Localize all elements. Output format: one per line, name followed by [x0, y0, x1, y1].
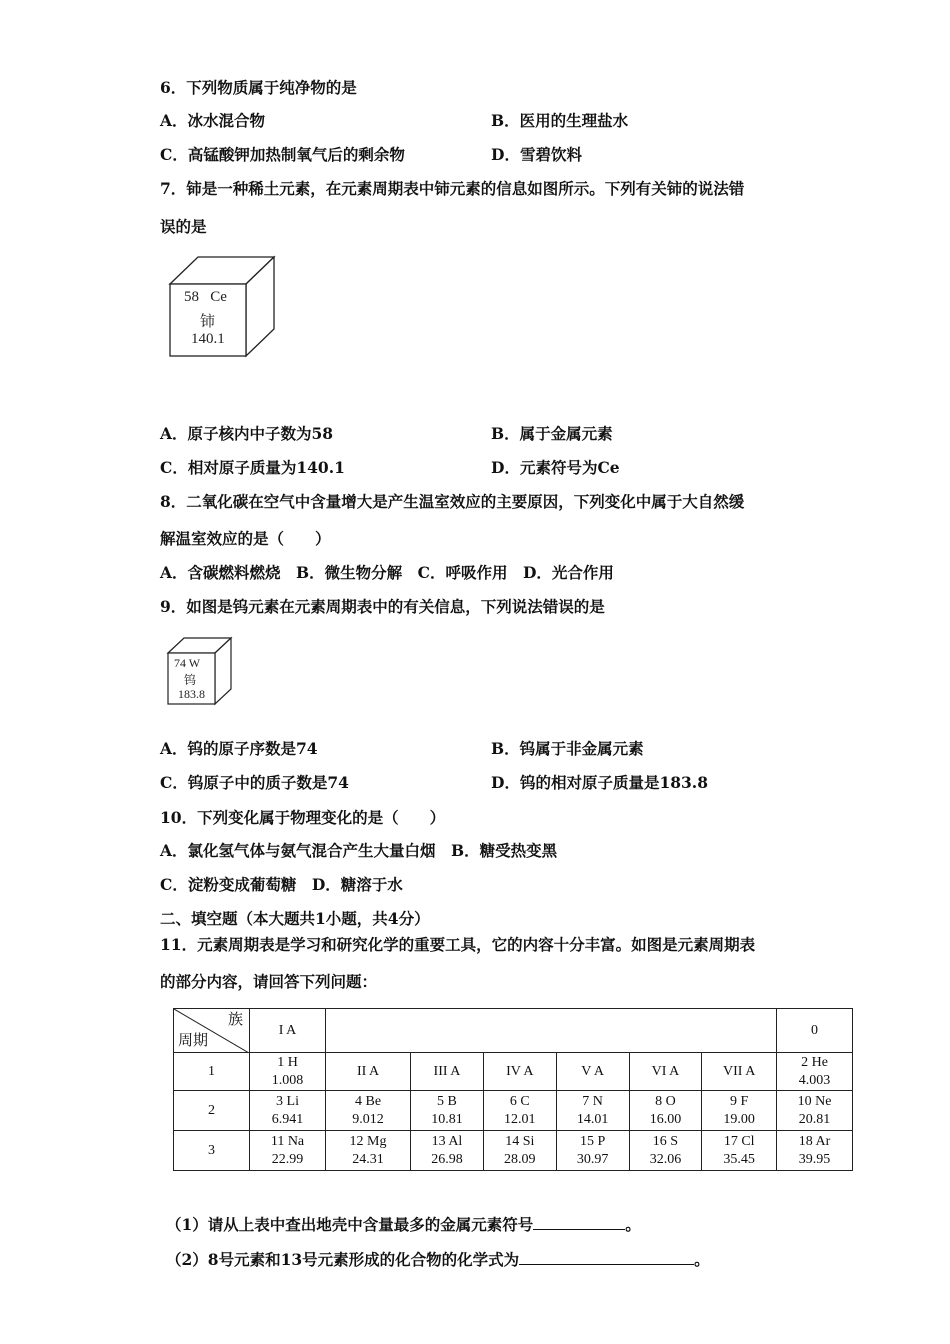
q6-option-b: B．医用的生理盐水 — [491, 111, 629, 130]
period-label: 3 — [174, 1131, 250, 1171]
cell-name: 铈 — [200, 314, 216, 330]
element-cell: 16 S 32.06 — [629, 1131, 702, 1171]
group-ia-header: I A — [250, 1009, 326, 1053]
q8-stem-line2: 解温室效应的是（ ） — [160, 529, 331, 548]
q7-stem-line2: 误的是 — [160, 217, 207, 236]
corner-group-label: 族 — [227, 1012, 243, 1028]
q7-stem-line1: 7．铈是一种稀土元素，在元素周期表中铈元素的信息如图所示。下列有关铈的说法错 — [160, 179, 745, 198]
q8-options: A．含碳燃料燃烧 B．微生物分解 C．呼吸作用 D．光合作用 — [160, 563, 614, 582]
cerium-element-cell — [170, 256, 276, 358]
q10-stem: 10．下列变化属于物理变化的是（ ） — [160, 808, 446, 827]
element-cell: 3 Li 6.941 — [250, 1091, 326, 1131]
period-label: 1 — [174, 1053, 250, 1091]
q8-stem-line1: 8．二氧化碳在空气中含量增大是产生温室效应的主要原因，下列变化中属于大自然缓 — [160, 492, 745, 511]
sub2-period: 。 — [694, 1250, 710, 1269]
q6-option-d: D．雪碧饮料 — [491, 145, 582, 164]
period-label: 2 — [174, 1091, 250, 1131]
q11-subquestion-1 — [166, 1213, 641, 1235]
element-cell: 13 Al 26.98 — [411, 1131, 484, 1171]
q11-stem-line2: 的部分内容，请回答下列问题： — [160, 972, 378, 991]
sub2-text: （2）8号元素和13号元素形成的化合物的化学式为 — [166, 1250, 520, 1269]
periodic-table — [173, 1008, 853, 1171]
q7-option-a: A．原子核内中子数为58 — [160, 424, 334, 443]
q9-stem: 9．如图是钨元素在元素周期表中的有关信息，下列说法错误的是 — [160, 597, 605, 616]
answer-blank-2[interactable] — [519, 1248, 694, 1265]
group-header: VII A — [702, 1053, 777, 1091]
cell-symbol: Ce — [210, 289, 227, 305]
q6-option-a: A．冰水混合物 — [160, 111, 266, 130]
section-heading: 二、填空题（本大题共1小题，共4分） — [160, 909, 430, 928]
group-header: IV A — [483, 1053, 556, 1091]
cell-mass: 140.1 — [191, 331, 225, 347]
element-cell: 6 C 12.01 — [483, 1091, 556, 1131]
q9-option-b: B．钨属于非金属元素 — [491, 739, 644, 758]
q10-options-line1: A．氯化氢气体与氨气混合产生大量白烟 B．糖受热变黑 — [160, 841, 558, 860]
group-header: III A — [411, 1053, 484, 1091]
element-cell: 2 He 4.003 — [777, 1053, 853, 1091]
cell-name: 钨 — [184, 673, 197, 687]
sub1-text: （1）请从上表中查出地壳中含量最多的金属元素符号 — [166, 1215, 534, 1234]
element-cell: 15 P 30.97 — [556, 1131, 629, 1171]
q11-stem-line1: 11．元素周期表是学习和研究化学的重要工具，它的内容十分丰富。如图是元素周期表 — [160, 935, 756, 954]
q7-option-d: D．元素符号为Ce — [491, 458, 620, 477]
element-cell: 4 Be 9.012 — [326, 1091, 411, 1131]
tungsten-element-cell — [168, 637, 232, 705]
cell-number: 74 — [174, 656, 186, 670]
q9-option-a: A．钨的原子序数是74 — [160, 739, 318, 758]
element-cell: 12 Mg 24.31 — [326, 1131, 411, 1171]
element-cell: 18 Ar 39.95 — [777, 1131, 853, 1171]
element-cell: 11 Na 22.99 — [250, 1131, 326, 1171]
group-0-header: 0 — [777, 1009, 853, 1053]
element-cell: 7 N 14.01 — [556, 1091, 629, 1131]
q6-option-c: C．高锰酸钾加热制氧气后的剩余物 — [160, 145, 405, 164]
q10-options-line2: C．淀粉变成葡萄糖 D．糖溶于水 — [160, 875, 403, 894]
table-header-spacer — [326, 1009, 777, 1053]
cell-number: 58 — [184, 289, 199, 305]
cell-mass: 183.8 — [178, 687, 205, 701]
element-cell: 17 Cl 35.45 — [702, 1131, 777, 1171]
element-cell: 14 Si 28.09 — [483, 1131, 556, 1171]
q7-option-c: C．相对原子质量为140.1 — [160, 458, 345, 477]
group-header: II A — [326, 1053, 411, 1091]
answer-blank-1[interactable] — [533, 1213, 625, 1230]
q11-subquestion-2 — [166, 1248, 710, 1270]
corner-period-label: 周期 — [178, 1033, 209, 1049]
element-cell: 1 H 1.008 — [250, 1053, 326, 1091]
q6-stem: 6．下列物质属于纯净物的是 — [160, 78, 357, 97]
q9-option-d: D．钨的相对原子质量是183.8 — [491, 773, 708, 792]
element-cell: 10 Ne 20.81 — [777, 1091, 853, 1131]
group-header: VI A — [629, 1053, 702, 1091]
element-cell: 9 F 19.00 — [702, 1091, 777, 1131]
cell-symbol: W — [188, 656, 201, 670]
table-corner — [174, 1009, 250, 1053]
element-cell: 8 O 16.00 — [629, 1091, 702, 1131]
sub1-period: 。 — [625, 1215, 641, 1234]
group-header: V A — [556, 1053, 629, 1091]
q9-option-c: C．钨原子中的质子数是74 — [160, 773, 349, 792]
element-cell: 5 B 10.81 — [411, 1091, 484, 1131]
q7-option-b: B．属于金属元素 — [491, 424, 613, 443]
